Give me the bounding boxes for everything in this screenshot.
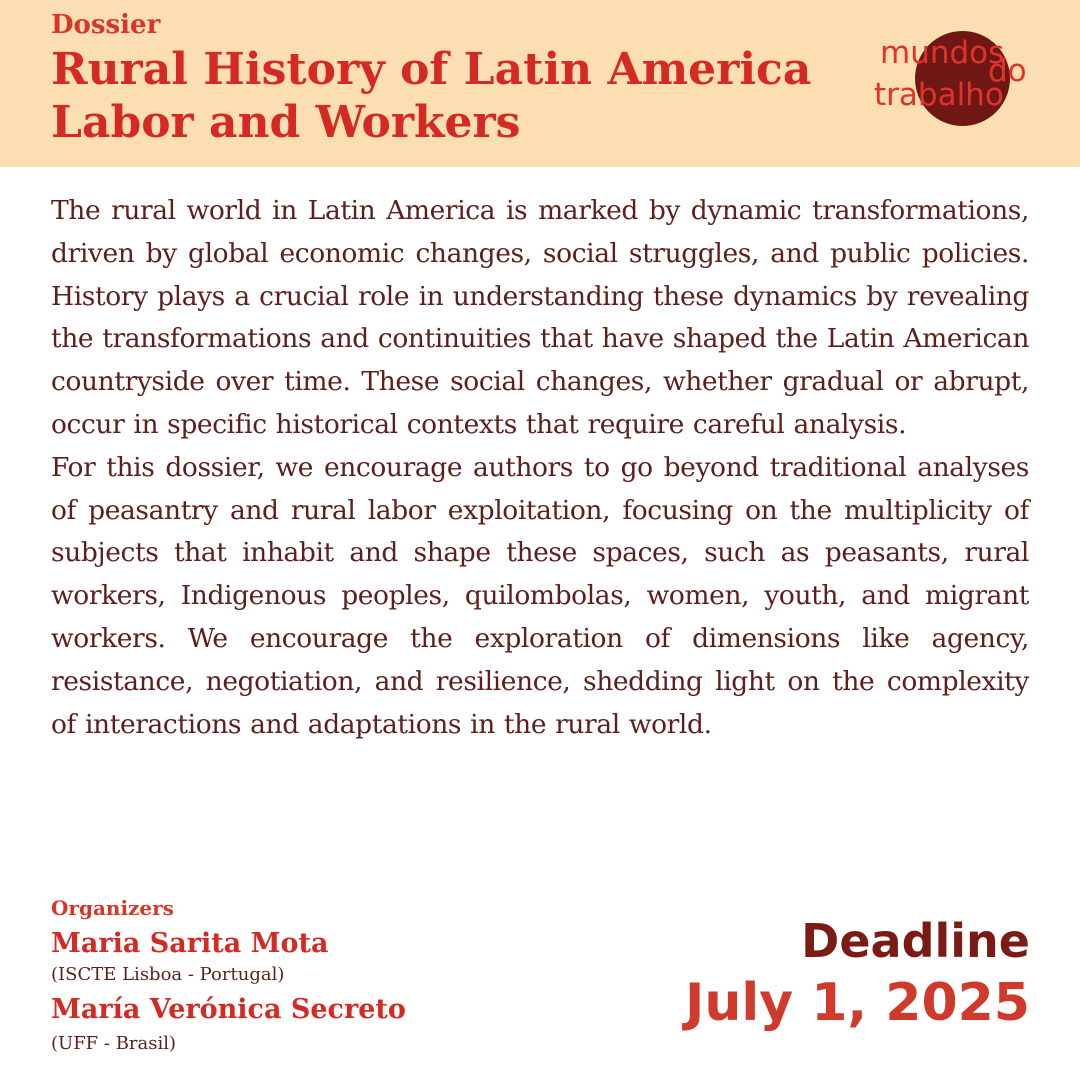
- body-paragraph: For this dossier, we encourage authors to go beyond traditional analyses of peasantry and rural labor exploitation, focusing on the multiplicity of subjects that inhabit and shape these spaces, such as peasants, rural workers, Indigenous peoples, quilombolas, women, youth, and migrant workers. We encourage the exploration of dimensions like agency, resistance, negotiation, and resilience, shedding light on the complexity of interactions and adaptations in the rural world.: [51, 451, 1029, 740]
- dossier-kicker: Dossier: [51, 10, 161, 40]
- deadline-label: Deadline: [801, 914, 1030, 968]
- organizer-name: María Verónica Secreto: [51, 994, 406, 1025]
- deadline-date: July 1, 2025: [685, 973, 1030, 1033]
- organizer-affiliation: (ISCTE Lisboa - Portugal): [51, 964, 285, 985]
- logo-word-trabalho: trabalho: [874, 77, 1004, 113]
- body-paragraph: The rural world in Latin America is marked by dynamic transformations, driven by global economic changes, social struggles, and public policies. History plays a crucial role in understanding these dynamics by revealing the transformations and continuities that have shaped the Latin American countryside over time. These social changes, whether gradual or abrupt, occur in specific historical contexts that require careful analysis.: [51, 195, 1029, 440]
- dossier-subtitle: Labor and Workers: [51, 97, 521, 148]
- dossier-title: Rural History of Latin America: [51, 44, 812, 95]
- call-for-papers-body: [51, 190, 1029, 746]
- organizer-name: Maria Sarita Mota: [51, 928, 329, 959]
- logo-word-do: do: [988, 53, 1027, 89]
- organizers-label: Organizers: [51, 896, 174, 920]
- organizer-affiliation: (UFF - Brasil): [51, 1033, 177, 1054]
- logo-word-mundos: mundos: [880, 35, 1005, 71]
